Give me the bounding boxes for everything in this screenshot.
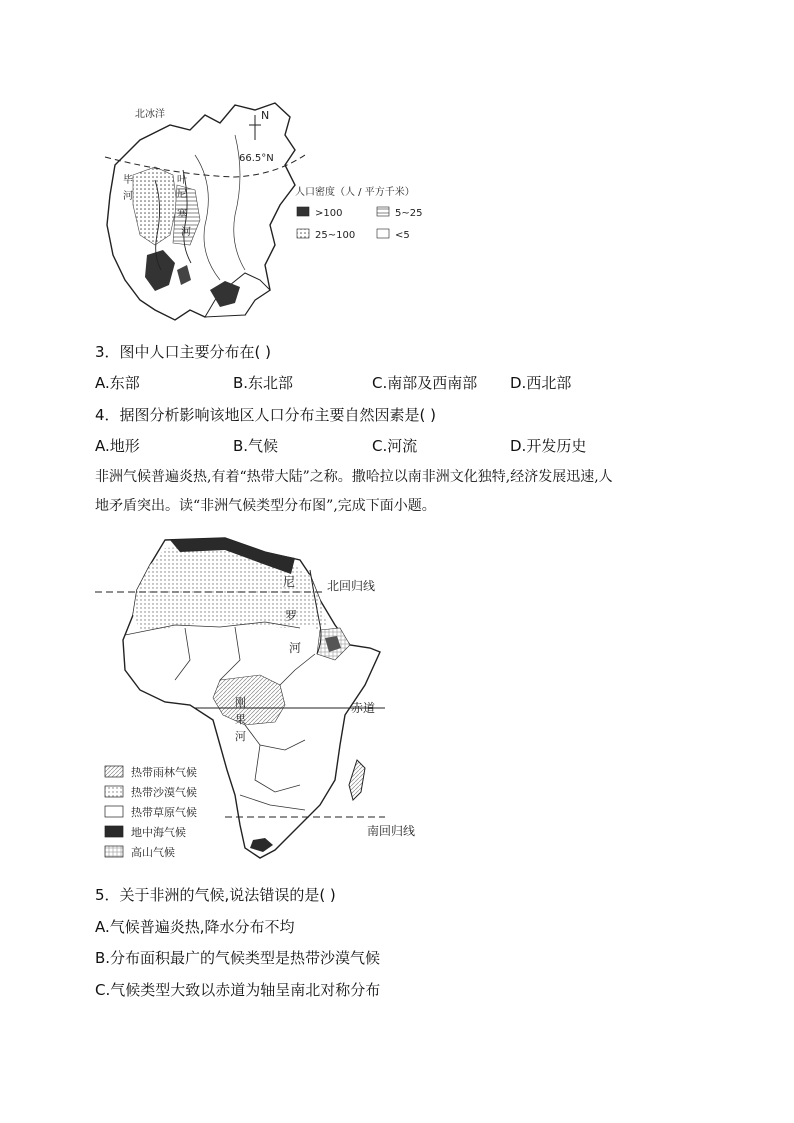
question-4-option-d[interactable]: D.开发历史 [510,437,587,455]
equator-label: 赤道 [351,701,376,715]
question-3-option-d[interactable]: D.西北部 [510,374,572,392]
tropic-of-capricorn-label: 南回归线 [367,824,415,838]
map1-ocean-label: 北冰洋 [135,109,165,120]
population-density-map [95,95,425,330]
question-3-option-c[interactable]: C.南部及西南部 [372,374,478,392]
legend-label-desert: 热带沙漠气候 [131,786,197,799]
legend-label-25-100: 25~100 [315,230,356,241]
madagascar-island [349,760,365,800]
question-4-option-b[interactable]: B.气候 [233,437,279,455]
map1-river1-label-b: 河 [123,191,133,202]
legend-label-rainforest: 热带雨林气候 [131,766,197,779]
legend-swatch-mediterranean [105,826,123,837]
question-5-option-a[interactable]: A.气候普遍炎热,降水分布不均 [95,918,295,936]
legend-label-gt100: >100 [315,208,343,219]
map1-legend-title: 人口密度（人 / 平方千米） [295,187,415,198]
map1-north-label: N [261,109,270,122]
legend-swatch-25-100 [297,229,309,238]
legend-swatch-rainforest [105,766,123,777]
question-3-stem: 3．图中人口主要分布在( ) [95,343,272,361]
legend-label-mediterranean: 地中海气候 [131,826,186,839]
nile-label-c: 河 [289,641,302,655]
africa-climate-map [95,530,415,870]
congo-label-c: 河 [235,730,246,743]
legend-label-5-25: 5~25 [395,208,423,219]
map1-river2-label-b: 尼 [177,189,187,200]
passage-line-2: 地矛盾突出。读“非洲气候类型分布图”,完成下面小题。 [95,498,436,514]
tropic-of-cancer-label: 北回归线 [327,579,376,593]
map1-river1-label-a: 毕 [123,175,133,186]
legend-swatch-lt5 [377,229,389,238]
nile-label-b: 罗 [285,609,298,623]
congo-label-a: 刚 [235,696,246,709]
question-4-stem: 4．据图分析影响该地区人口分布主要自然因素是( ) [95,406,437,424]
question-5-stem: 5．关于非洲的气候,说法错误的是( ) [95,886,336,904]
question-5-option-b[interactable]: B.分布面积最广的气候类型是热带沙漠气候 [95,949,381,967]
legend-swatch-desert [105,786,123,797]
question-5-option-c[interactable]: C.气候类型大致以赤道为轴呈南北对称分布 [95,981,381,999]
legend-label-lt5: <5 [395,230,410,241]
legend-swatch-gt100 [297,207,309,216]
map1-latitude-label: 66.5°N [239,153,274,164]
legend-label-highland: 高山气候 [131,846,175,859]
map1-river2-label-d: 河 [181,227,191,238]
map1-river2-label-c: 塞 [177,209,187,220]
question-3-option-b[interactable]: B.东北部 [233,374,294,392]
map1-river2-label-a: 叶 [177,175,187,186]
map1-zone-25-100 [133,167,177,245]
congo-label-b: 果 [235,713,246,726]
legend-label-savanna: 热带草原气候 [131,806,197,819]
legend-swatch-savanna [105,806,123,817]
question-3-option-a[interactable]: A.东部 [95,374,140,392]
question-4-option-a[interactable]: A.地形 [95,437,140,455]
legend-swatch-5-25 [377,207,389,216]
passage-line-1: 非洲气候普遍炎热,有着“热带大陆”之称。撒哈拉以南非洲文化独特,经济发展迅速,人 [95,469,613,485]
nile-label-a: 尼 [283,575,296,589]
legend-swatch-highland [105,846,123,857]
question-4-option-c[interactable]: C.河流 [372,437,418,455]
